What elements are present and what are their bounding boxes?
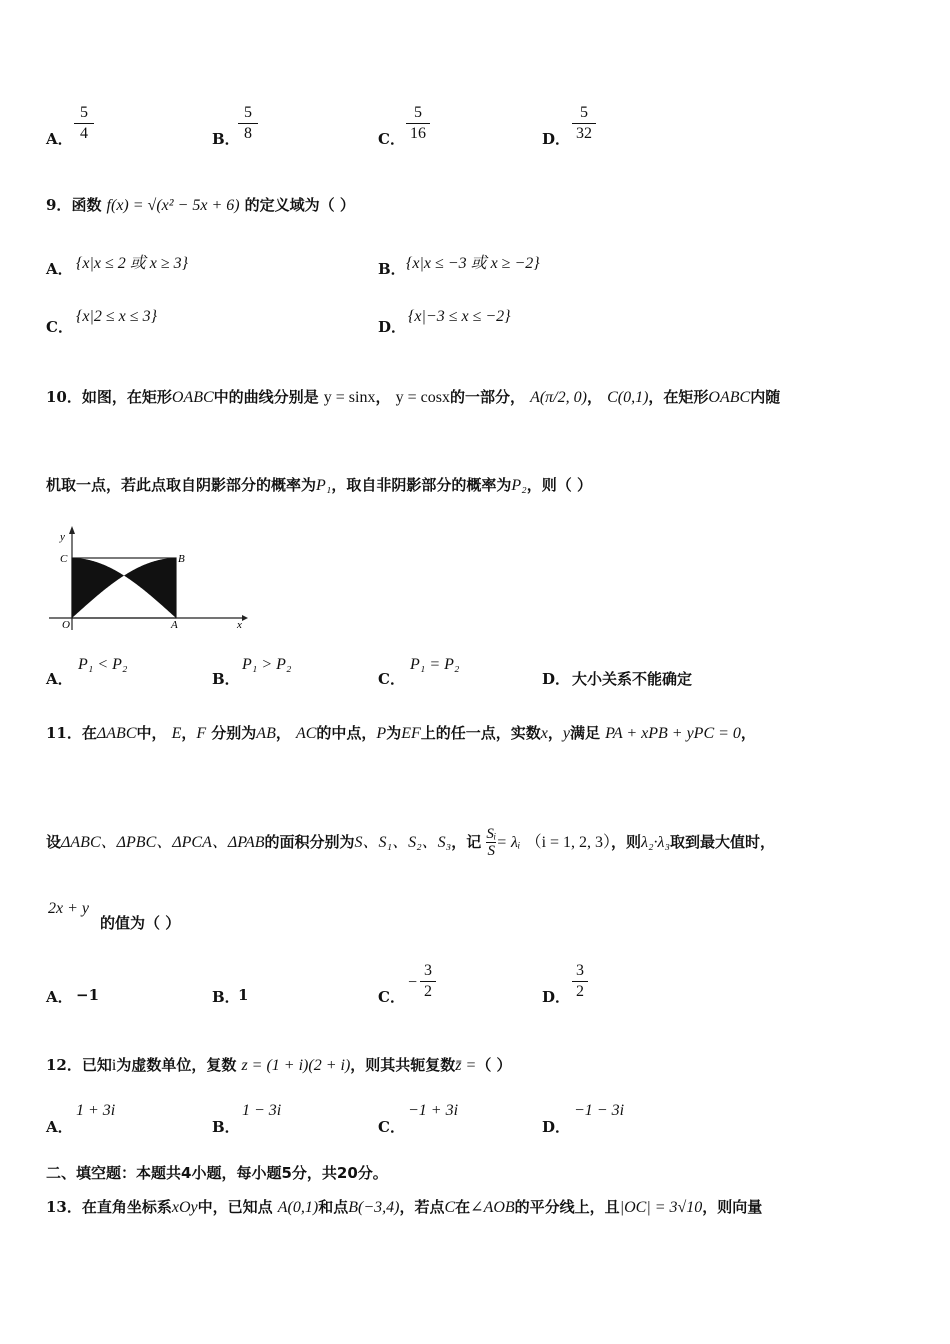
q12-stem: 12．已知i为虚数单位，复数 z = (1 + i)(2 + i)，则其共轭复数z̄ =（ ） bbox=[46, 1056, 512, 1074]
q11-option-b-text: 1 bbox=[238, 986, 249, 1004]
q8-option-b-label: B． bbox=[212, 130, 240, 148]
q8-option-a-label: A． bbox=[46, 130, 73, 148]
q12-option-a-text: 1 + 3i bbox=[76, 1102, 116, 1119]
q11-option-b-label: B． bbox=[212, 988, 240, 1006]
q8-option-a-fraction: 5 4 bbox=[74, 104, 94, 143]
q12-option-b-label: B． bbox=[212, 1118, 240, 1136]
q11-option-d-fraction: 3 2 bbox=[572, 962, 588, 1001]
label-c: C bbox=[60, 553, 68, 565]
q8-option-d-fraction: 5 32 bbox=[572, 104, 596, 143]
q12-option-b-text: 1 − 3i bbox=[242, 1102, 282, 1119]
shaded-region bbox=[72, 558, 176, 618]
q11-option-c-sign: − bbox=[408, 974, 418, 991]
q12-option-c-text: −1 + 3i bbox=[408, 1102, 459, 1119]
section-title-fill-in: 二、填空题：本题共4小题，每小题5分，共20分。 bbox=[46, 1164, 388, 1182]
q9-option-b-text: {x|x ≤ −3 或 x ≥ −2} bbox=[406, 255, 540, 272]
label-x: x bbox=[237, 619, 242, 631]
q9-option-d-text: {x|−3 ≤ x ≤ −2} bbox=[408, 308, 511, 325]
q13-stem: 13．在直角坐标系xOy中，已知点 A(0,1)和点B(−3,4)，若点C在∠AOB的平分线上，且|OC| = 3√10，则向量 bbox=[46, 1198, 763, 1216]
y-axis-arrow bbox=[69, 526, 75, 534]
q11-option-d-label: D． bbox=[542, 988, 571, 1006]
q10-option-c-label: C． bbox=[378, 670, 405, 688]
q11-stem-line2: 设ΔABC、ΔPBC、ΔPCA、ΔPAB的面积分别为S、S₁、S₂、S₃，记 $\frac{\text{Sᵢ}}{S}$ = λᵢ （i = 1, 2, 3），则λ₂·λ₃取到最大值时， bbox=[46, 826, 776, 859]
q9-option-a-text: {x|x ≤ 2 或 x ≥ 3} bbox=[76, 255, 189, 272]
label-a: A bbox=[171, 619, 178, 631]
q9-stem: 9．函数 f(x) = √(x² − 5x + 6) 的定义域为（ ） bbox=[46, 196, 355, 214]
q10-option-a-label: A． bbox=[46, 670, 73, 688]
q10-option-d-text: 大小关系不能确定 bbox=[572, 670, 693, 688]
q10-option-b-text: P₁ > P₂ bbox=[242, 656, 292, 673]
q12-option-d-label: D． bbox=[542, 1118, 571, 1136]
q12-option-d-text: −1 − 3i bbox=[574, 1102, 625, 1119]
q9-option-d-label: D． bbox=[378, 318, 407, 336]
q12-option-a-label: A． bbox=[46, 1118, 73, 1136]
q11-expr: 2x + y bbox=[48, 900, 89, 917]
q11-stem-line3: 的值为（ ） bbox=[100, 914, 181, 932]
q10-option-b-label: B． bbox=[212, 670, 240, 688]
q8-option-c-label: C． bbox=[378, 130, 405, 148]
q11-option-c-fraction: 3 2 bbox=[420, 962, 436, 1001]
q9-option-b-label: B． bbox=[378, 260, 406, 278]
label-y: y bbox=[60, 531, 65, 543]
q9-option-a-label: A． bbox=[46, 260, 73, 278]
q8-option-c-fraction: 5 16 bbox=[406, 104, 430, 143]
q8-option-d-label: D． bbox=[542, 130, 571, 148]
q9-option-c-label: C． bbox=[46, 318, 73, 336]
q10-stem-line1: 10．如图，在矩形OABC中的曲线分别是 y = sinx， y = cosx的一部分， A(π/2, 0)， C(0,1)，在矩形OABC内随 bbox=[46, 388, 781, 406]
q11-ratio: $\frac{\text{Sᵢ}}{S}$ bbox=[486, 826, 497, 859]
q10-stem-line2: 机取一点，若此点取自阴影部分的概率为P₁，取自非阴影部分的概率为P₂，则（ ） bbox=[46, 476, 592, 494]
q8-option-b-fraction: 5 8 bbox=[238, 104, 258, 143]
x-axis-arrow bbox=[242, 615, 248, 621]
q9-option-c-text: {x|2 ≤ x ≤ 3} bbox=[76, 308, 157, 325]
q10-figure bbox=[44, 522, 254, 634]
q10-option-d-label: D． bbox=[542, 670, 571, 688]
q10-option-a-text: P₁ < P₂ bbox=[78, 656, 128, 673]
q12-option-c-label: C． bbox=[378, 1118, 405, 1136]
q11-stem-line1: 11．在ΔABC中， E，F 分别为AB， AC的中点，P为EF上的任一点，实数x，y满足 PA + xPB + yPC = 0， bbox=[46, 724, 756, 742]
q11-option-a-label: A． bbox=[46, 988, 73, 1006]
label-b: B bbox=[178, 553, 185, 565]
q11-option-c-label: C． bbox=[378, 988, 405, 1006]
label-o: O bbox=[62, 619, 70, 631]
q11-option-a-text: −1 bbox=[76, 986, 100, 1004]
q10-option-c-text: P₁ = P₂ bbox=[410, 656, 460, 673]
